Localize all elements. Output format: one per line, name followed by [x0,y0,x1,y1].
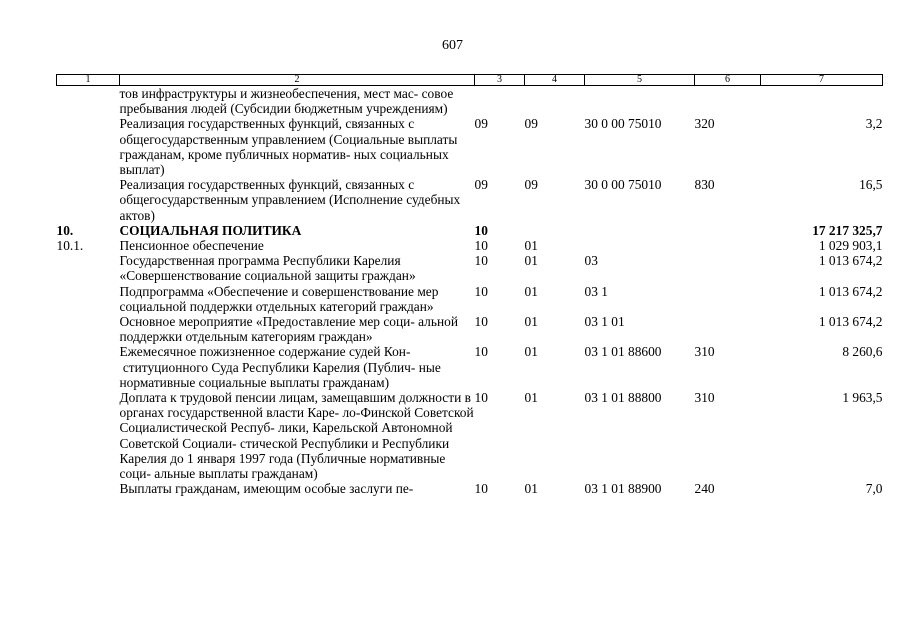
column-header-1: 1 [57,75,120,86]
amount: 17 217 325,7 [812,222,883,238]
row-description: Доплата к трудовой пенсии лицам, замещавшим должности в органах государственной власти Каре- ло-Финской Советской Социалистической Респуб- лики, Карельской Автономной Советской Социали- стической Республики и Республики Карелия до 1 января 1997 года (Публичные нормативные соци- альные выплаты гражданам) [119,390,474,482]
target-article-code [585,223,695,238]
amount: 1 029 903,1 [818,238,883,254]
row-description: Государственная программа Республики Карелия «Совершенствование социальной защиты граждан» [119,253,416,284]
column-header-6: 6 [695,75,761,86]
subsection-code: 01 [524,481,538,497]
row-description: Подпрограмма «Обеспечение и совершенствование мер социальной поддержки отдельных категорий граждан» [119,283,439,314]
target-article-code: 03 [584,253,598,269]
expense-type-code [695,238,761,253]
target-article-code: 30 0 00 75010 [584,177,662,193]
section-code: 10 [474,481,488,497]
target-article-code: 03 1 01 88900 [584,481,662,497]
row-number: 10. [56,222,74,238]
expense-type-code [695,314,761,344]
amount: 1 963,5 [842,390,883,406]
row-description: тов инфраструктуры и жизнеобеспечения, мест мас- совое пребывания людей (Субсидии бюджетным учреждениям) [119,86,454,117]
column-header-3: 3 [475,75,525,86]
subsection-code: 01 [524,283,538,299]
amount: 1 013 674,2 [818,283,883,299]
row-description: СОЦИАЛЬНАЯ ПОЛИТИКА [119,222,302,238]
amount: 16,5 [859,177,883,193]
target-article-code [585,238,695,253]
row-number [57,390,120,481]
table-row [57,223,883,238]
section-code: 10 [474,253,488,269]
expense-type-code [695,223,761,238]
row-number [57,481,120,496]
expense-type-code: 830 [694,177,715,193]
row-number [57,314,120,344]
subsection-code: 01 [524,344,538,360]
table-row [57,86,883,117]
expense-type-code: 320 [694,116,715,132]
section-code: 10 [474,344,488,360]
row-description: Пенсионное обеспечение [119,238,264,254]
subsection-code: 09 [524,116,538,132]
row-description: Реализация государственных функций, связанных с общегосударственным управлением (Исполнение судебных актов) [119,177,461,223]
row-number [57,344,120,390]
page-number: 607 [442,38,463,53]
budget-table [56,74,883,496]
amount: 7,0 [865,481,883,497]
column-header-4: 4 [525,75,585,86]
subsection-code: 09 [524,177,538,193]
row-description: Реализация государственных функций, связанных с общегосударственным управлением (Социальные выплаты гражданам, кроме публичных норматив- ных социальных выплат) [119,116,458,178]
table-row [57,253,883,283]
section-code [475,86,525,117]
target-article-code: 30 0 00 75010 [584,116,662,132]
subsection-code: 01 [524,314,538,330]
table-row [57,344,883,390]
column-header-5: 5 [585,75,695,86]
section-code: 10 [474,238,488,254]
section-code: 10 [474,222,488,238]
column-header-2: 2 [120,75,475,86]
amount: 1 013 674,2 [818,253,883,269]
table-row [57,177,883,223]
row-description: Ежемесячное пожизненное содержание судей Кон- ституционного Суда Республики Карелия (Публич- ные нормативные социальные выплаты гражданам) [119,344,441,390]
expense-type-code: 240 [694,481,715,497]
table-row [57,481,883,496]
row-number [57,86,120,117]
target-article-code: 03 1 [584,283,608,299]
table-row [57,284,883,314]
row-number [57,116,120,177]
target-article-code [585,86,695,117]
table-row [57,238,883,253]
row-description: Выплаты гражданам, имеющим особые заслуги пе- [119,481,414,497]
row-number [57,253,120,283]
expense-type-code: 310 [694,344,715,360]
target-article-code: 03 1 01 88600 [584,344,662,360]
subsection-code: 01 [524,390,538,406]
subsection-code: 01 [524,238,538,254]
subsection-code [525,86,585,117]
amount: 1 013 674,2 [818,314,883,330]
subsection-code [525,223,585,238]
row-number [57,177,120,223]
amount [761,86,883,117]
column-header-7: 7 [761,75,883,86]
expense-type-code [695,86,761,117]
row-number [57,284,120,314]
section-code: 09 [474,116,488,132]
table-row [57,314,883,344]
table-row [57,116,883,177]
table-row [57,390,883,481]
column-number-header-row [57,75,883,86]
section-code: 10 [474,390,488,406]
amount: 8 260,6 [842,344,883,360]
expense-type-code [695,284,761,314]
expense-type-code [695,253,761,283]
amount: 3,2 [865,116,883,132]
target-article-code: 03 1 01 88800 [584,390,662,406]
row-number: 10.1. [56,238,84,254]
section-code: 10 [474,314,488,330]
subsection-code: 01 [524,253,538,269]
target-article-code: 03 1 01 [584,314,625,330]
row-description: Основное мероприятие «Предоставление мер соци- альной поддержки отдельным категориям граждан» [119,314,458,345]
expense-type-code: 310 [694,390,715,406]
section-code: 10 [474,283,488,299]
section-code: 09 [474,177,488,193]
